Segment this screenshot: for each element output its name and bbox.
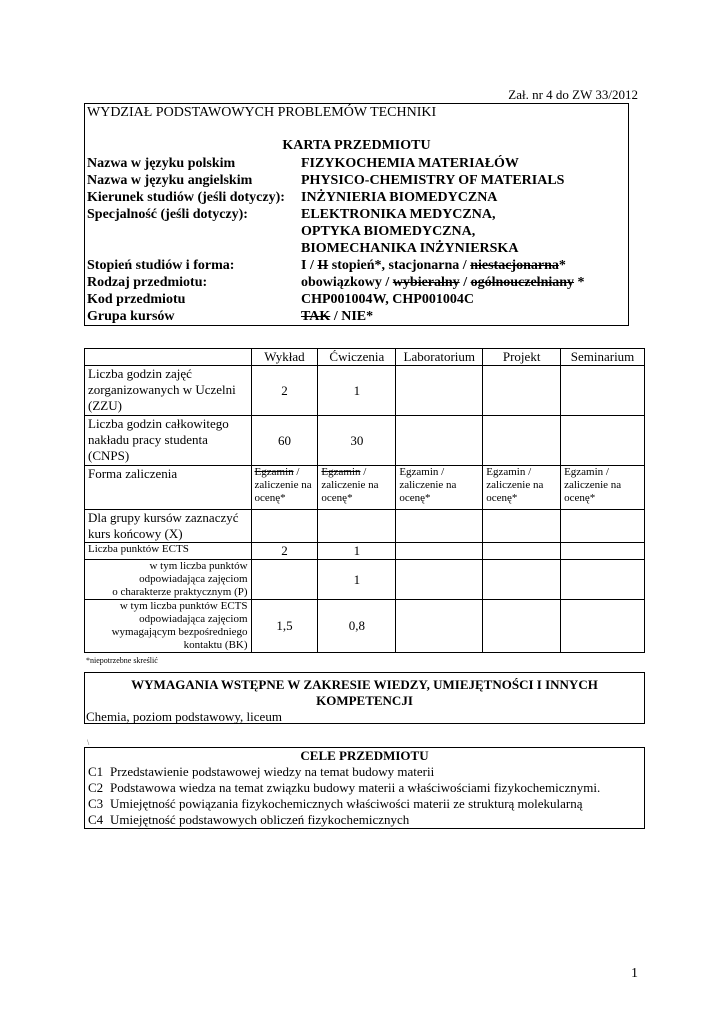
info-value: obowiązkowy / wybieralny / ogólnouczelniany *: [301, 275, 585, 290]
faculty-name: WYDZIAŁ PODSTAWOWYCH PROBLEMÓW TECHNIKI: [87, 105, 437, 120]
info-label: Kierunek studiów (jeśli dotyczy):: [87, 190, 285, 205]
table-cell: 2: [251, 543, 318, 560]
table-cell: 1,5: [251, 600, 318, 653]
table-cell: Egzamin / zaliczenie na ocenę*: [483, 466, 561, 510]
goals-title: CELE PRZEDMIOTU: [85, 748, 645, 765]
goals-title-row: [85, 748, 645, 765]
table-cell: [561, 366, 645, 416]
table-cell: [561, 543, 645, 560]
table-cell: [483, 366, 561, 416]
info-value: I / II stopień*, stacjonarna / niestacjonarna*: [301, 258, 566, 273]
goal-text: Umiejętność podstawowych obliczeń fizykochemicznych: [110, 812, 410, 827]
goal-code: C4: [88, 812, 104, 827]
goals-table: [84, 747, 645, 829]
footnote: *niepotrzebne skreślić: [86, 656, 158, 665]
course-header-box: [84, 103, 629, 326]
info-value: OPTYKA BIOMEDYCZNA,: [301, 224, 476, 239]
info-row-specialty: [87, 206, 585, 223]
stray-mark: \: [87, 738, 90, 747]
table-cell: 2: [251, 366, 318, 416]
list-item: [85, 780, 645, 796]
table-row: [85, 416, 645, 466]
row-label: Forma zaliczenia: [85, 466, 252, 510]
attachment-note: Zał. nr 4 do ZW 33/2012: [508, 87, 638, 102]
info-label: Nazwa w języku polskim: [87, 156, 236, 171]
list-item: [85, 812, 645, 829]
table-cell: 1: [318, 560, 396, 600]
page-number: 1: [631, 966, 638, 981]
info-row-polish-name: [87, 155, 585, 172]
header-cell: Ćwiczenia: [318, 349, 396, 366]
info-value: FIZYKOCHEMIA MATERIAŁÓW: [301, 156, 519, 171]
table-cell: [483, 543, 561, 560]
header-cell: Laboratorium: [396, 349, 483, 366]
card-title: KARTA PRZEDMIOTU: [282, 138, 431, 153]
table-cell: 30: [318, 416, 396, 466]
table-cell: [561, 600, 645, 653]
info-value: CHP001004W, CHP001004C: [301, 292, 474, 307]
table-cell: [483, 416, 561, 466]
hours-table: [84, 348, 645, 653]
table-cell: 1: [318, 366, 396, 416]
row-label: Liczba godzin całkowitego nakładu pracy studenta (CNPS): [85, 416, 252, 466]
requirements-box: [84, 672, 645, 724]
table-cell: Egzamin / zaliczenie na ocenę*: [318, 466, 396, 510]
info-label: Kod przedmiotu: [87, 292, 186, 307]
table-cell: [396, 600, 483, 653]
info-label: Stopień studiów i forma:: [87, 258, 235, 273]
info-row-english-name: [87, 172, 585, 189]
table-cell: Egzamin / zaliczenie na ocenę*: [561, 466, 645, 510]
info-value: INŻYNIERIA BIOMEDYCZNA: [301, 190, 498, 205]
goal-code: C2: [88, 780, 104, 795]
goal-text: Umiejętność powiązania fizykochemicznych właściwości materii ze strukturą molekularną: [110, 796, 583, 811]
row-label: Dla grupy kursów zaznaczyć kurs końcowy (X): [85, 510, 252, 543]
course-info: [87, 155, 585, 325]
info-row-group: [87, 308, 585, 325]
info-value: BIOMECHANIKA INŻYNIERSKA: [301, 241, 519, 256]
info-row-direction: [87, 189, 585, 206]
table-row: [85, 510, 645, 543]
row-label: Liczba godzin zajęć zorganizowanych w Uczelni (ZZU): [85, 366, 252, 416]
header-cell: Seminarium: [561, 349, 645, 366]
table-header-row: [85, 349, 645, 366]
requirements-title: WYMAGANIA WSTĘPNE W ZAKRESIE WIEDZY, UMIEJĘTNOŚCI I INNYCH KOMPETENCJI: [131, 677, 598, 708]
table-cell: [251, 560, 318, 600]
info-label: Rodzaj przedmiotu:: [87, 275, 208, 290]
row-label: w tym liczba punktów ECTS odpowiadająca zajęciom wymagającym bezpośredniego kontaktu (BK): [85, 600, 252, 653]
table-cell: [396, 560, 483, 600]
table-row: [85, 466, 645, 510]
info-row-type: [87, 274, 585, 291]
info-value: PHYSICO-CHEMISTRY OF MATERIALS: [301, 173, 565, 188]
goal-text: Przedstawienie podstawowej wiedzy na temat budowy materii: [110, 764, 435, 779]
info-label: Grupa kursów: [87, 309, 175, 324]
table-row: [85, 600, 645, 653]
goal-code: C3: [88, 796, 104, 811]
header-cell: Projekt: [483, 349, 561, 366]
row-label: w tym liczba punktów odpowiadająca zajęciom o charakterze praktycznym (P): [85, 560, 252, 600]
table-cell: Egzamin / zaliczenie na ocenę*: [251, 466, 318, 510]
row-label: Liczba punktów ECTS: [85, 543, 252, 560]
requirements-body: Chemia, poziom podstawowy, liceum: [86, 709, 282, 724]
table-cell: [483, 560, 561, 600]
list-item: [85, 764, 645, 780]
table-cell: [561, 416, 645, 466]
info-label: Nazwa w języku angielskim: [87, 173, 253, 188]
goal-code: C1: [88, 764, 104, 779]
info-row-specialty-cont: [87, 223, 585, 240]
table-cell: [396, 366, 483, 416]
info-label: Specjalność (jeśli dotyczy):: [87, 207, 248, 222]
table-cell: [561, 560, 645, 600]
table-cell: Egzamin / zaliczenie na ocenę*: [396, 466, 483, 510]
table-cell: [396, 543, 483, 560]
table-cell: 1: [318, 543, 396, 560]
info-row-code: [87, 291, 585, 308]
table-row: [85, 560, 645, 600]
table-cell: 60: [251, 416, 318, 466]
goal-text: Podstawowa wiedza na temat związku budowy materii a właściwościami fizykochemicznymi.: [110, 780, 601, 795]
table-cell: 0,8: [318, 600, 396, 653]
info-value: ELEKTRONIKA MEDYCZNA,: [301, 207, 496, 222]
info-row-level: [87, 257, 585, 274]
info-row-specialty-cont: [87, 240, 585, 257]
list-item: [85, 796, 645, 812]
table-cell: [396, 416, 483, 466]
table-row: [85, 366, 645, 416]
info-value: TAK / NIE*: [301, 309, 374, 324]
table-row: [85, 543, 645, 560]
header-cell: Wykład: [251, 349, 318, 366]
table-cell: [483, 600, 561, 653]
